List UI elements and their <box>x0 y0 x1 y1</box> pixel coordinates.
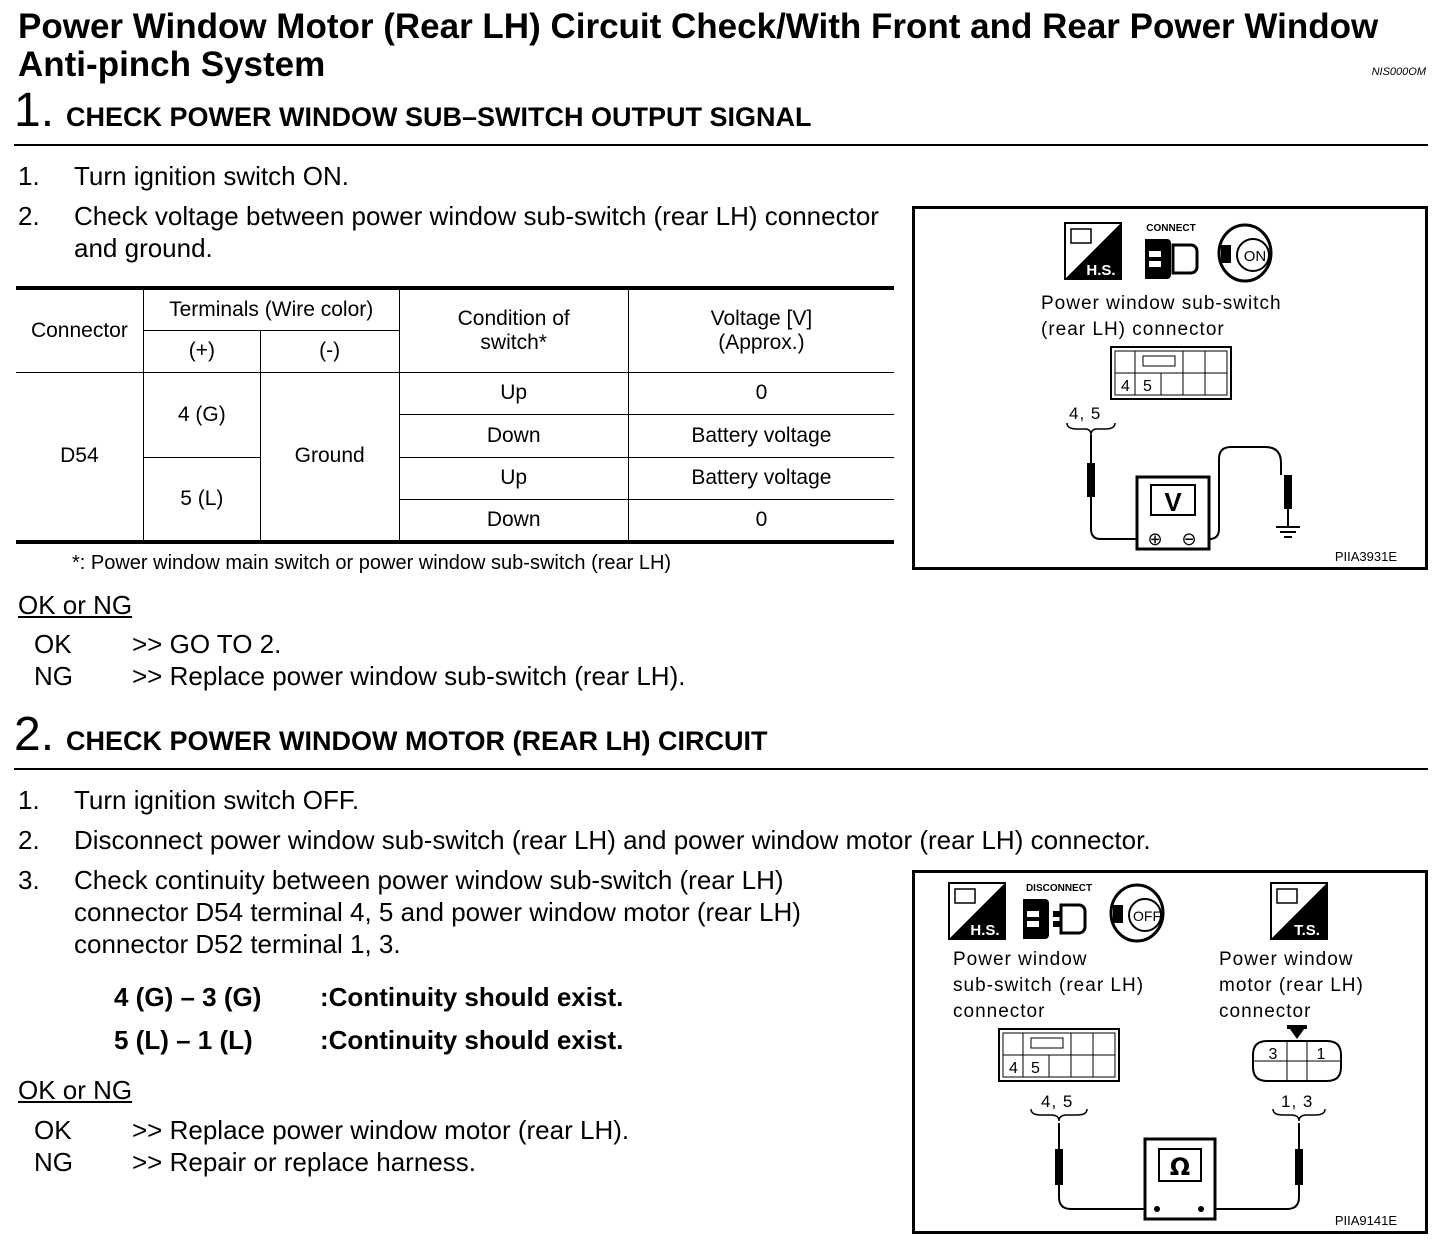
sub-switch-connector <box>1111 347 1231 399</box>
table-footnote: *: Power window main switch or power window sub-switch (rear LH) <box>72 552 672 574</box>
continuity-check-figure <box>912 870 1428 1234</box>
cell-condition: Up <box>399 372 628 414</box>
table-row <box>16 372 894 414</box>
step-1-number: 1. <box>14 84 55 137</box>
ignition-on-icon <box>1219 225 1271 281</box>
sub-switch-connector <box>999 1029 1119 1081</box>
svg-text:Ω: Ω <box>1169 1153 1191 1181</box>
ok-ng-heading: OK or NG <box>18 1075 133 1105</box>
doc-id: NIS000OM <box>1371 66 1426 78</box>
ok-result: OK >> GO TO 2. <box>34 629 282 659</box>
ng-result: NG >> Repair or replace harness. <box>34 1147 476 1177</box>
ok-ng-heading: OK or NG <box>18 590 133 620</box>
figure-drawing <box>915 209 1425 567</box>
svg-text:motor (rear LH): motor (rear LH) <box>1219 975 1364 996</box>
cell-terminal: 4 (G) <box>143 372 260 457</box>
cell-ground: Ground <box>260 372 399 542</box>
table-row <box>16 457 894 499</box>
header-minus: (-) <box>260 330 399 372</box>
header-plus: (+) <box>143 330 260 372</box>
continuity-check: 4 (G) – 3 (G) :Continuity should exist. <box>114 982 624 1012</box>
ignition-off-icon <box>1111 885 1163 941</box>
svg-text:4: 4 <box>1009 1060 1018 1077</box>
voltmeter-icon <box>1137 477 1209 550</box>
svg-text:ON: ON <box>1243 248 1267 265</box>
cell-voltage: Battery voltage <box>628 414 894 457</box>
ts-icon <box>1271 883 1327 939</box>
svg-text:Power window: Power window <box>1219 949 1354 970</box>
svg-text:H.S.: H.S. <box>970 922 1000 939</box>
svg-text:(rear LH) connector: (rear LH) connector <box>1041 319 1225 340</box>
list-item: 2. Disconnect power window sub-switch (rear LH) and power window motor (rear LH) connector. <box>18 825 1151 855</box>
step-1-heading <box>14 84 812 137</box>
list-item: 2. Check voltage between power window sub-switch (rear LH) connector and ground. <box>18 201 879 263</box>
svg-text:PIIA3931E: PIIA3931E <box>1334 549 1397 564</box>
svg-text:T.S.: T.S. <box>1294 922 1320 939</box>
ng-result: NG >> Replace power window sub-switch (rear LH). <box>34 661 686 691</box>
svg-text:PIIA9141E: PIIA9141E <box>1334 1213 1397 1228</box>
ok-result: OK >> Replace power window motor (rear LH). <box>34 1115 630 1145</box>
svg-text:connector: connector <box>1219 1001 1312 1022</box>
svg-text:⊕: ⊕ <box>1147 529 1163 550</box>
svg-text:4: 4 <box>1121 378 1130 395</box>
header-voltage: Voltage [V] (Approx.) <box>628 288 894 372</box>
svg-text:3: 3 <box>1268 1046 1278 1063</box>
svg-text:V: V <box>1164 487 1182 517</box>
header-condition: Condition of switch* <box>399 288 628 372</box>
divider <box>14 144 1428 146</box>
cell-condition: Up <box>399 457 628 499</box>
svg-text:1, 3: 1, 3 <box>1281 1092 1314 1111</box>
svg-text:connector: connector <box>953 1001 1046 1022</box>
header-terminals: Terminals (Wire color) <box>143 288 399 330</box>
voltage-check-figure <box>912 206 1428 570</box>
svg-text:5: 5 <box>1143 378 1152 395</box>
figure-drawing <box>915 873 1425 1231</box>
page-title: Power Window Motor (Rear LH) Circuit Check/With Front and Rear Power Window Anti-pinch System <box>18 7 1379 84</box>
hs-icon <box>1065 223 1121 279</box>
divider <box>14 768 1428 770</box>
cell-terminal: 5 (L) <box>143 457 260 542</box>
hs-icon <box>949 883 1005 939</box>
motor-connector <box>1253 1025 1341 1081</box>
ohmmeter-icon <box>1145 1139 1215 1219</box>
header-connector: Connector <box>16 288 143 372</box>
svg-text:Power window sub-switch: Power window sub-switch <box>1041 293 1282 314</box>
svg-text:DISCONNECT: DISCONNECT <box>1025 883 1093 894</box>
step-2-number: 2. <box>14 708 55 761</box>
step-1-title: CHECK POWER WINDOW SUB–SWITCH OUTPUT SIGNAL <box>66 102 812 132</box>
svg-text:⊖: ⊖ <box>1181 529 1197 550</box>
cell-connector: D54 <box>16 372 143 542</box>
svg-text:4, 5: 4, 5 <box>1069 404 1102 423</box>
list-item: 1. Turn ignition switch ON. <box>18 161 350 191</box>
svg-text:sub-switch (rear LH): sub-switch (rear LH) <box>953 975 1145 996</box>
svg-text:OFF: OFF <box>1133 908 1161 924</box>
cell-condition: Down <box>399 499 628 542</box>
cell-voltage: 0 <box>628 499 894 542</box>
step-2-heading <box>14 708 768 761</box>
connect-icon <box>1145 223 1197 279</box>
svg-text:H.S.: H.S. <box>1086 262 1116 279</box>
disconnect-icon <box>1023 883 1092 939</box>
cell-voltage: 0 <box>628 372 894 414</box>
svg-text:Power window: Power window <box>953 949 1088 970</box>
list-item: 1. Turn ignition switch OFF. <box>18 785 360 815</box>
cell-voltage: Battery voltage <box>628 457 894 499</box>
svg-text:CONNECT: CONNECT <box>1146 223 1196 234</box>
voltage-spec-table <box>16 286 894 544</box>
svg-text:1: 1 <box>1316 1046 1326 1063</box>
cell-condition: Down <box>399 414 628 457</box>
list-item: 3. Check continuity between power window sub-switch (rear LH) connector D54 terminal 4, 5 and power window motor (rear LH) connector D52 terminal 1, 3. <box>18 865 801 959</box>
svg-text:5: 5 <box>1031 1060 1040 1077</box>
continuity-check: 5 (L) – 1 (L) :Continuity should exist. <box>114 1025 624 1055</box>
svg-text:4, 5: 4, 5 <box>1041 1092 1074 1111</box>
step-2-title: CHECK POWER WINDOW MOTOR (REAR LH) CIRCUIT <box>66 726 768 756</box>
